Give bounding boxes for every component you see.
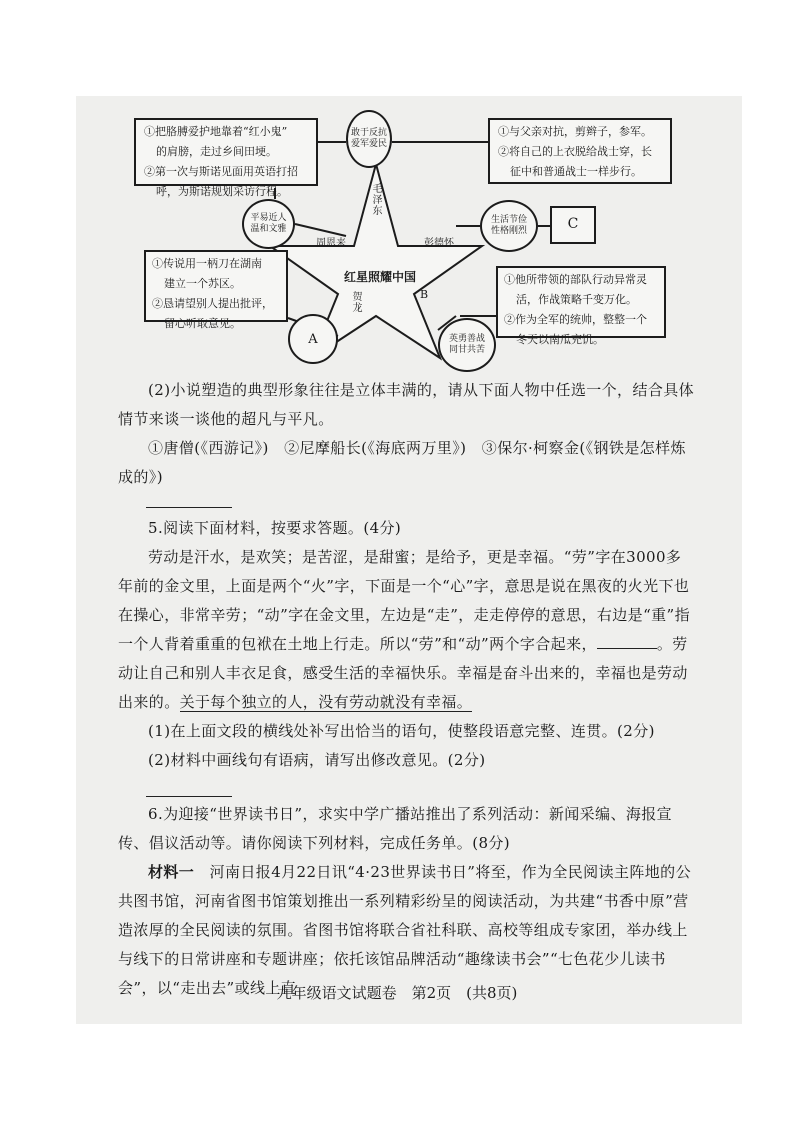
box-line: 建立一个苏区。 <box>164 277 241 290</box>
underlined-sentence: 关于每个独立的人，没有劳动就没有幸福。 <box>179 693 473 711</box>
box-line: ①与父亲对抗，剪辫子，参军。 <box>498 125 652 138</box>
box-bottom-left <box>144 250 288 330</box>
box-line: 留心听取意见。 <box>164 317 241 330</box>
character-diagram <box>76 96 742 376</box>
question-5-sub2: (2)材料中画线句有语病，请写出修改意见。(2分) <box>148 751 486 769</box>
box-line: ①他所带领的部队行动异常灵 <box>504 273 647 286</box>
question-5-sub1: (1)在上面文段的横线处补写出恰当的语句，使整段语意完整、连贯。(2分) <box>148 722 655 740</box>
material-text: 劳动是汗水，是欢笑；是苦涩，是甜蜜；是给予，更是幸福。“劳”字在3000多年前的金文里，上面是两个“火”字，下面是一个“心”字，意思是说在黑夜的火光下也在操心，非常辛劳；“动”字在金文里，左边是“走”，走走停停的意思，右边是“重”指一个人背着重重的包袱在土地上行走。所以“劳”和“动”两个字合起来， <box>118 548 691 653</box>
circle-bottom-right <box>438 318 496 372</box>
vertex-label-right: 彭德怀 <box>424 238 454 249</box>
circle-text: A <box>308 331 318 347</box>
question-4-2-prompt: (2)小说塑造的典型形象往往是立体丰满的，请从下面人物中任选一个，结合具体情节来谈一谈他的超凡与平凡。 <box>118 381 695 428</box>
circle-left <box>242 199 295 249</box>
page-footer: 九年级语文试题卷 第2页 (共8页) <box>276 984 518 1002</box>
box-line: 冬天以南瓜充饥。 <box>516 333 604 346</box>
box-line: 征中和普通战士一样步行。 <box>510 165 642 178</box>
question-5-material <box>118 543 696 717</box>
fill-blank[interactable] <box>597 634 657 649</box>
box-line: 活，作战策略千变万化。 <box>516 293 637 306</box>
question-4-2 <box>118 376 696 492</box>
material-text: 。劳动让自己和别人丰衣足食，感受生活的幸福快乐。幸福是奋斗出来的，幸福也是劳动出来的。 <box>118 635 688 711</box>
box-line: ②作为全军的统帅，整整一个 <box>504 313 647 326</box>
box-line: 呼，为斯诺规划采访行程。 <box>156 185 288 198</box>
box-line: 的肩膀，走过乡间田埂。 <box>156 145 277 158</box>
answer-line <box>146 796 232 797</box>
box-c-label: C <box>567 216 579 232</box>
label-b: B <box>420 288 429 301</box>
circle-text: 英勇善战 同甘共苦 <box>448 334 485 355</box>
circle-text: 平易近人 温和文雅 <box>250 213 287 234</box>
circle-top <box>346 110 392 168</box>
vertex-label-top: 毛泽东 <box>372 184 383 217</box>
diagram-center-title: 红星照耀中国 <box>344 270 417 284</box>
material-text: 河南日报4月22日讯“4·23世界读书日”将至，作为全民阅读主阵地的公共图书馆，河南省图书馆策划推出一系列精彩纷呈的阅读活动，为共建“书香中原”营造浓厚的全民阅读的氛围。省图书馆将联合省社科联、高校等组成专家团，举办线上与线下的日常讲座和专题讲座；依托该馆品牌活动“趣缘读书会”“七色花少儿读书会”，以“走出去”或线上直 <box>118 863 691 997</box>
box-top-left <box>134 118 318 198</box>
question-5 <box>118 514 696 775</box>
box-bottom-right <box>496 266 666 346</box>
question-4-2-options: ①唐僧(《西游记》) ②尼摩船长(《海底两万里》) ③保尔·柯察金(《钢铁是怎样炼 <box>148 439 686 457</box>
question-5-title: 5.阅读下面材料，按要求答题。(4分) <box>148 519 402 537</box>
box-line: ②将自己的上衣脱给战士穿，长 <box>498 145 652 158</box>
question-6-title: 6.为迎接“世界读书日”，求实中学广播站推出了系列活动：新闻采编、海报宣传、倡议活动等。请你阅读下列材料，完成任务单。(8分) <box>118 805 673 852</box>
box-c <box>550 206 596 244</box>
circle-text: 敢于反抗 爱军爱民 <box>351 128 388 149</box>
answer-line <box>146 507 232 508</box>
question-6 <box>118 800 696 1003</box>
box-top-right <box>488 118 672 184</box>
box-line: ①传说用一柄刀在湖南 <box>152 257 262 270</box>
question-4-2-options-cont: 成的》) <box>118 468 163 486</box>
box-line: ②恳请望别人提出批评， <box>152 297 273 310</box>
circle-right <box>480 200 538 252</box>
box-line: ②第一次与斯诺见面用英语打招 <box>144 165 298 178</box>
circle-text: 生活节俭 性格刚烈 <box>490 215 527 236</box>
box-line: ①把胳膊爱护地靠着“红小鬼” <box>144 125 288 138</box>
vertex-label-left: 周恩来 <box>316 238 346 249</box>
circle-a <box>288 314 338 364</box>
vertex-label-bottom-left: 贺龙 <box>352 292 363 314</box>
material-label: 材料一 <box>148 863 195 881</box>
